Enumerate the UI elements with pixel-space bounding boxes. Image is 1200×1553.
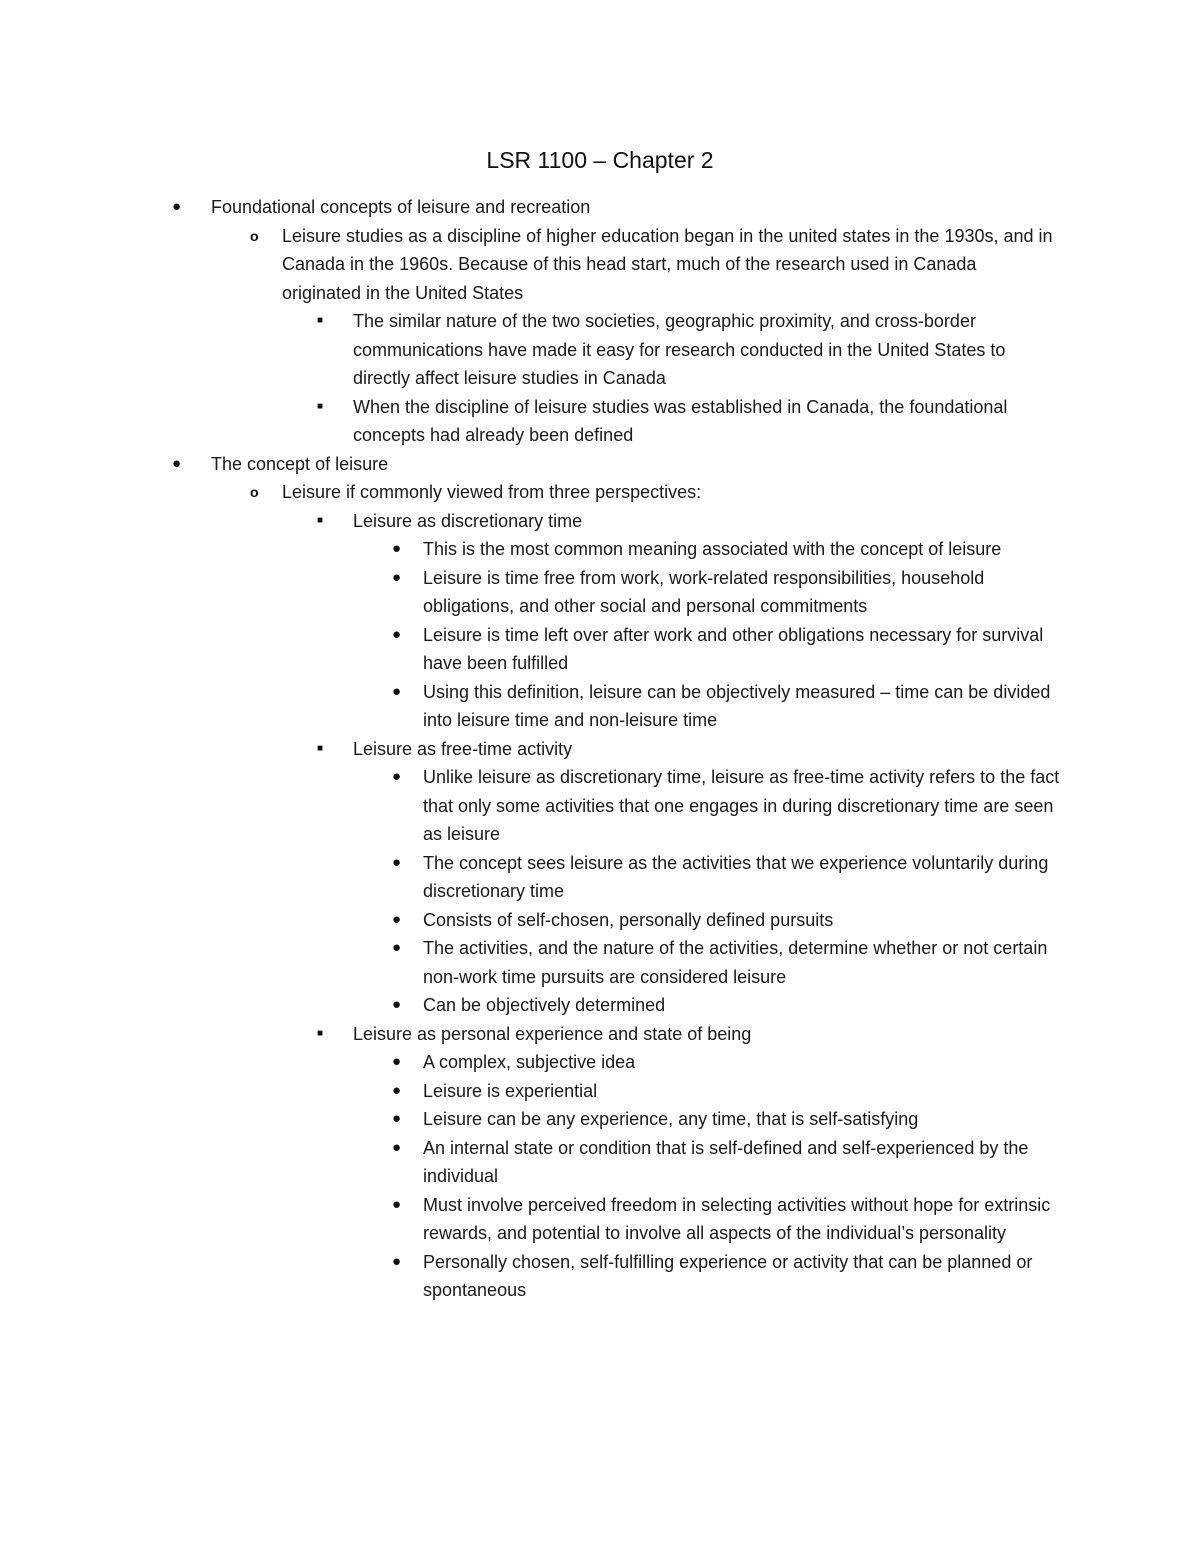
outline-item-text: Can be objectively determined	[423, 995, 666, 1015]
outline-item-level-3	[0, 535, 1200, 564]
bullet-icon: ●	[392, 910, 402, 928]
outline-item-text: Using this definition, leisure can be objectively measured – time can be divided into leisure time and non-leisure time	[423, 681, 1051, 730]
outline-item-text: Leisure as personal experience and state of being	[353, 1023, 752, 1044]
square-bullet-icon: ■	[317, 742, 324, 754]
outline-item-text: The concept of leisure	[211, 453, 389, 474]
outline-item-text: Personally chosen, self-fulfilling experience or activity that can be planned or spontaneous	[423, 1251, 1033, 1300]
bullet-icon: ●	[172, 198, 182, 215]
outline-item-level-3	[0, 1191, 1200, 1248]
outline-item-text: Leisure is time left over after work and other obligations necessary for survival have been fulfilled	[423, 624, 1044, 673]
bullet-icon: ●	[392, 568, 402, 586]
outline-item-text: Foundational concepts of leisure and recreation	[211, 197, 591, 217]
outline-item-text: The similar nature of the two societies, geographic proximity, and cross-border communications have made it easy for research conducted in the United States to directly affect leisure studies in Canada	[353, 311, 1006, 388]
square-bullet-icon: ■	[317, 514, 324, 526]
outline-item-level-2	[0, 507, 1200, 536]
outline-item-level-3	[0, 1248, 1200, 1305]
outline-item-level-2	[0, 1020, 1200, 1049]
outline-item-text: A complex, subjective idea	[423, 1052, 636, 1072]
outline-item-level-0	[0, 193, 1200, 222]
outline-item-level-3	[0, 621, 1200, 678]
outline-item-level-2	[0, 307, 1200, 393]
bullet-icon: ●	[392, 768, 402, 785]
bullet-icon: ●	[392, 682, 402, 700]
outline-item-text: Leisure if commonly viewed from three perspectives:	[282, 482, 702, 502]
outline-item-text: Unlike leisure as discretionary time, leisure as free-time activity refers to the fact that only some activities that one engages in during discretionary time are seen as leisure	[423, 767, 1060, 844]
outline-item-text: Leisure as discretionary time	[353, 510, 583, 531]
outline-item-text: Leisure can be any experience, any time, that is self-satisfying	[423, 1109, 919, 1129]
outline-item-level-3	[0, 1077, 1200, 1106]
outline-item-level-3	[0, 564, 1200, 621]
outline-item-text: An internal state or condition that is self-defined and self-experienced by the individual	[423, 1137, 1029, 1186]
bullet-icon: ●	[392, 853, 402, 871]
bullet-icon: ●	[392, 1110, 402, 1127]
outline-item-level-3	[0, 934, 1200, 991]
page-title: LSR 1100 – Chapter 2	[486, 147, 714, 173]
outline-item-text: Leisure is time free from work, work-related responsibilities, household obligations, and other social and personal commitments	[423, 567, 985, 616]
outline-item-level-3	[0, 763, 1200, 849]
outline-item-text: The concept sees leisure as the activities that we experience voluntarily during discretionary time	[423, 852, 1049, 901]
bullet-icon: ●	[392, 939, 402, 956]
outline-item-level-1	[0, 478, 1200, 507]
outline-item-text: Must involve perceived freedom in selecting activities without hope for extrinsic rewards, and potential to involve all aspects of the individual’s personality	[423, 1194, 1051, 1243]
square-bullet-icon: ■	[317, 1027, 324, 1039]
outline-item-level-3	[0, 991, 1200, 1020]
outline-item-level-3	[0, 1048, 1200, 1077]
circle-o-icon: o	[250, 227, 259, 244]
outline-item-text: The activities, and the nature of the activities, determine whether or not certain non-work time pursuits are considered leisure	[423, 938, 1048, 987]
outline-item-level-3	[0, 1105, 1200, 1134]
outline-item-text: Leisure is experiential	[423, 1080, 598, 1101]
square-bullet-icon: ■	[317, 400, 324, 412]
outline-item-text: Leisure studies as a discipline of higher education began in the united states in the 1930s, and in Canada in the 1960s. Because of this head start, much of the research used in Canada originated in the United States	[282, 225, 1053, 303]
outline-item-level-0	[0, 450, 1200, 479]
bullet-icon: ●	[392, 1252, 402, 1270]
outline-item-text: When the discipline of leisure studies was established in Canada, the foundational concepts had already been defined	[353, 396, 1008, 445]
bullet-icon: ●	[392, 1081, 402, 1099]
outline-item-level-2	[0, 393, 1200, 450]
outline-list	[0, 193, 1200, 1305]
bullet-icon: ●	[392, 1053, 402, 1070]
circle-o-icon: o	[250, 484, 259, 500]
outline-item-level-1	[0, 222, 1200, 308]
outline-item-level-3	[0, 849, 1200, 906]
outline-item-text: This is the most common meaning associated with the concept of leisure	[423, 539, 1002, 559]
outline-item-text: Consists of self-chosen, personally defined pursuits	[423, 909, 834, 930]
bullet-icon: ●	[172, 454, 182, 472]
outline-item-text: Leisure as free-time activity	[353, 738, 573, 759]
bullet-icon: ●	[392, 1195, 402, 1213]
outline-item-level-3	[0, 678, 1200, 735]
outline-item-level-2	[0, 735, 1200, 764]
outline-item-level-3	[0, 1134, 1200, 1191]
outline-item-level-3	[0, 906, 1200, 935]
bullet-icon: ●	[392, 996, 402, 1013]
bullet-icon: ●	[392, 625, 402, 643]
square-bullet-icon: ■	[317, 315, 324, 326]
bullet-icon: ●	[392, 1138, 402, 1156]
bullet-icon: ●	[392, 540, 402, 557]
